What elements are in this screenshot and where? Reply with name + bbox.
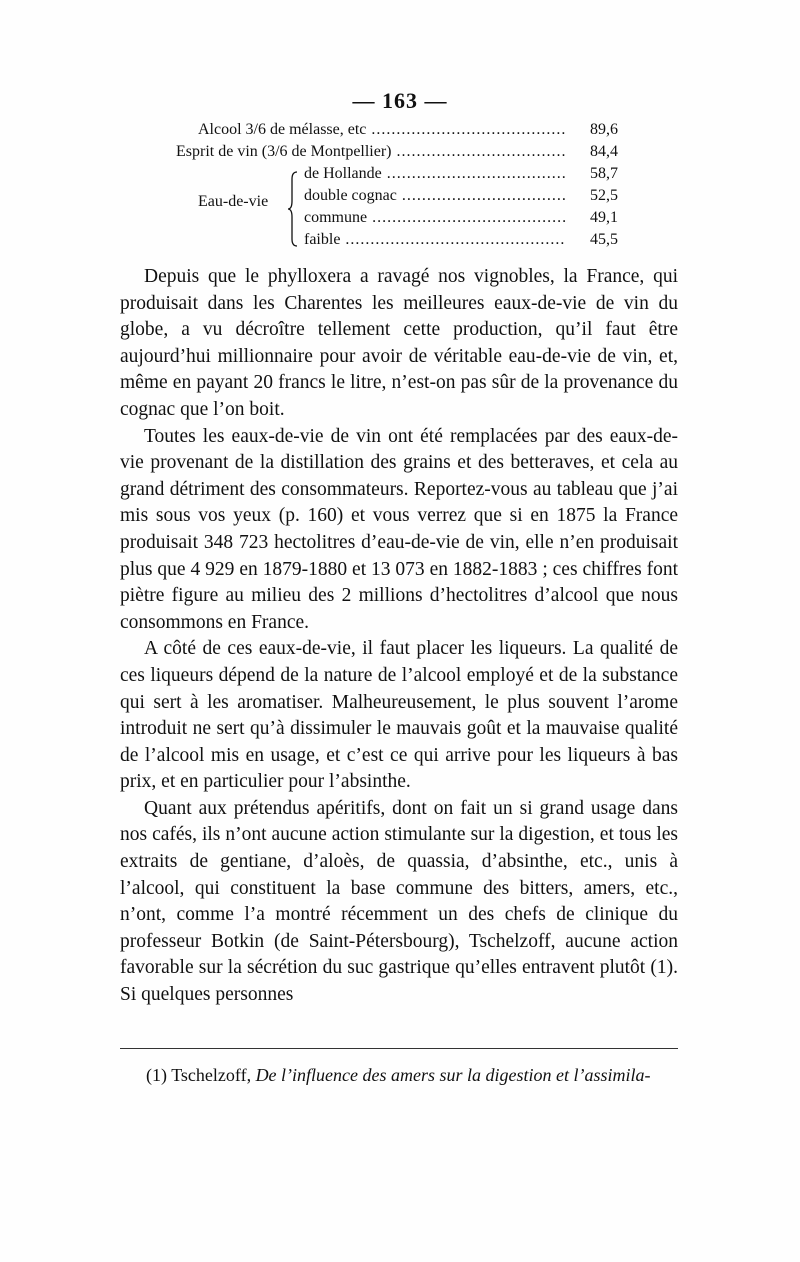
row-label: Alcool 3/6 de mélasse, etc .....: [198, 119, 566, 141]
row-label: Esprit de vin (3/6 de Montpellier) .....: [176, 141, 566, 163]
footnote-title: De l’influence des amers sur la digestion et l’assimila-: [255, 1065, 651, 1085]
body-text: [120, 264, 678, 1009]
row-value: 84,4: [590, 143, 618, 160]
table-row: [304, 207, 618, 229]
row-label: double cognac .....: [304, 185, 566, 207]
paragraph: Depuis que le phylloxera a ravagé nos vignobles, la France, qui produisait dans les Charentes les meilleures eaux-de-vie de vin du globe, a vu décroître tellement cette production, qu’il faut être aujourd’hui millionnaire pour avoir de véritable eau-de-vie de vin, et, même en payant 20 francs le litre, n’est-on pas sûr de la provenance du cognac que l’on boit.: [120, 266, 678, 420]
footnote-author: Tschelzoff,: [171, 1065, 252, 1085]
row-value: 49,1: [590, 209, 618, 226]
row-value: 89,6: [590, 121, 618, 138]
table-row: [304, 163, 618, 185]
page-number: — 163 —: [352, 88, 448, 113]
paragraph: Quant aux prétendus apéritifs, dont on fait un si grand usage dans nos cafés, ils n’ont aucune action stimulante sur la digestion, et tous les extraits de gentiane, d’aloès, de quassia, d’absinthe, etc., unis à l’alcool, qui constituent la base commune des bitters, amers, etc., n’ont, comme l’a montré récemment un des chefs de clinique du professeur Botkin (de Saint-Pétersbourg), Tschelzoff, aucune action favorable sur la sécrétion du suc gastrique qu’elles entravent plutôt (1). Si quelques personnes: [120, 797, 678, 1006]
group-label: Eau-de-vie: [198, 193, 269, 210]
row-value: 58,7: [590, 165, 618, 182]
curly-brace-icon: [288, 171, 298, 247]
row-label: faible .....: [304, 229, 566, 251]
table-row: [304, 229, 618, 251]
row-label: commune .....: [304, 207, 566, 229]
footnote-divider: [120, 1048, 678, 1049]
row-value: 45,5: [590, 231, 618, 248]
row-label: de Hollande .....: [304, 163, 566, 185]
paragraph: A côté de ces eaux-de-vie, il faut placer les liqueurs. La qualité de ces liqueurs dépend de la nature de l’alcool employé et de la substance qui sert à les aromatiser. Malheureusement, le plus souvent l’arome introduit ne sert qu’à dissimuler le mauvais goût et la mauvaise qualité de l’alcool mis en usage, et c’est ce qui arrive pour les liqueurs à bas prix, et en particulier pour l’absinthe.: [120, 638, 678, 793]
paragraph: Toutes les eaux-de-vie de vin ont été remplacées par des eaux-de-vie provenant de la distillation des grains et des betteraves, et cela au grand détriment des consommateurs. Reportez-vous au tableau que j’ai mis sous vos yeux (p. 160) et vous verrez que si en 1875 la France produisait 348 723 hectolitres d’eau-de-vie de vin, elle n’en produisait plus que 4 929 en 1879-1880 et 13 073 en 1882-1883 ; ces chiffres font piètre figure au milieu des 2 millions d’hectolitres d’alcool que nous consommons en France.: [120, 425, 678, 633]
footnote: [146, 1063, 706, 1087]
footnote-marker: (1): [146, 1065, 167, 1085]
table-row: [304, 185, 618, 207]
table-row: [198, 119, 618, 141]
table-row: [176, 141, 618, 163]
row-value: 52,5: [590, 187, 618, 204]
